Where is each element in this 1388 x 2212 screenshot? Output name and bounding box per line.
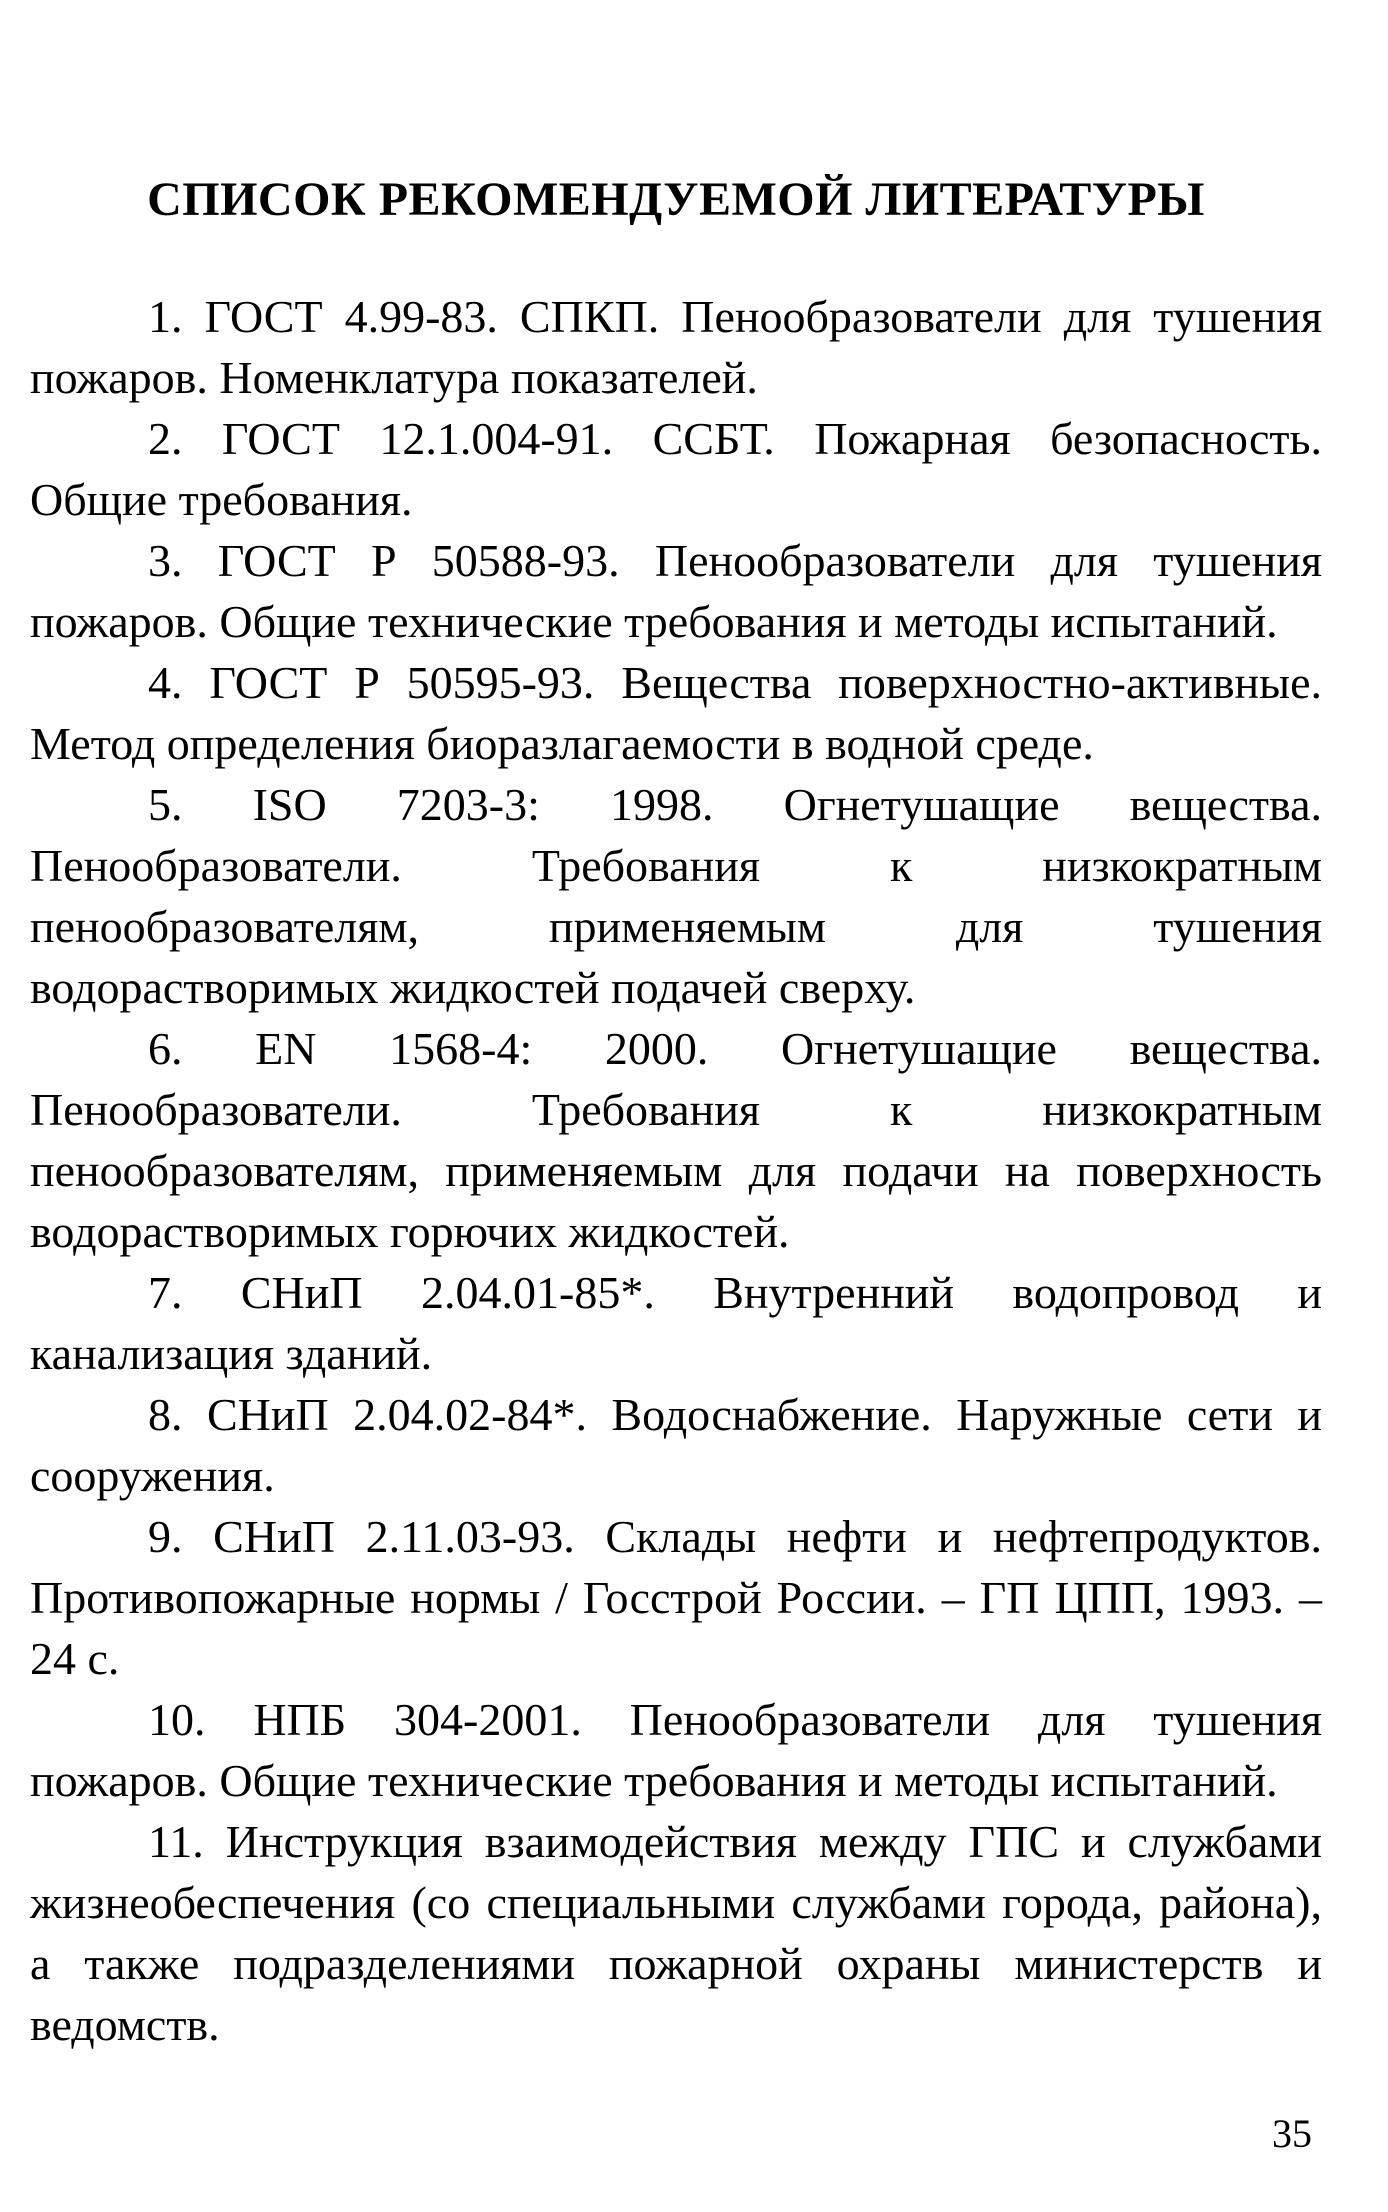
reference-item-1: 1. ГОСТ 4.99-83. СПКП. Пенообразователи для тушения пожаров. Номенклатура показателей. xyxy=(30,291,1322,403)
reference-item-10: 10. НПБ 304-2001. Пенообразователи для тушения пожаров. Общие технические требования и методы испытаний. xyxy=(30,1694,1322,1806)
reference-item-9: 9. СНиП 2.11.03-93. Склады нефти и нефтепродуктов. Противопожарные нормы / Госстрой России. – ГП ЦПП, 1993. – 24 с. xyxy=(30,1511,1322,1684)
reference-item-6: 6. EN 1568-4: 2000. Огнетушащие вещества. Пенообразователи. Требования к низкократным пенообразователям, применяемым для подачи на поверхность водорастворимых горючих жидкостей. xyxy=(30,1023,1322,1257)
page-number: 35 xyxy=(1272,2111,1312,2156)
reference-item-11: 11. Инструкция взаимодействия между ГПС и службами жизнеобеспечения (со специальными службами города, района), а также подразделениями пожарной охраны министерств и ведомств. xyxy=(30,1816,1322,2050)
reference-list xyxy=(30,286,1322,2055)
reference-item-5: 5. ISO 7203-3: 1998. Огнетушащие вещества. Пенообразователи. Требования к низкократным пенообразователям, применяемым для тушения водорастворимых жидкостей подачей сверху. xyxy=(30,779,1322,1013)
page-title: СПИСОК РЕКОМЕНДУЕМОЙ ЛИТЕРАТУРЫ xyxy=(147,173,1205,226)
reference-item-8: 8. СНиП 2.04.02-84*. Водоснабжение. Наружные сети и сооружения. xyxy=(30,1389,1322,1501)
reference-item-3: 3. ГОСТ Р 50588-93. Пенообразователи для тушения пожаров. Общие технические требования и методы испытаний. xyxy=(30,535,1322,647)
reference-item-4: 4. ГОСТ Р 50595-93. Вещества поверхностно-активные. Метод определения биоразлагаемости в водной среде. xyxy=(30,657,1322,769)
document-page xyxy=(30,0,1322,2212)
reference-item-2: 2. ГОСТ 12.1.004-91. ССБТ. Пожарная безопасность. Общие требования. xyxy=(30,413,1322,525)
reference-item-7: 7. СНиП 2.04.01-85*. Внутренний водопровод и канализация зданий. xyxy=(30,1267,1322,1379)
